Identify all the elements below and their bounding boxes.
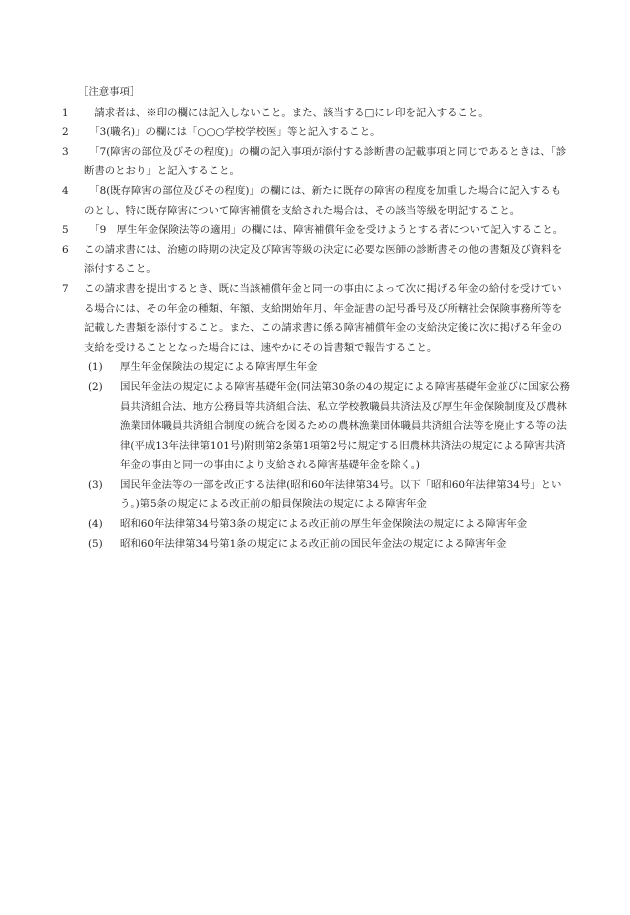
subitem-number: (5) — [88, 537, 103, 550]
subitem-text: 厚生年金保険法の規定による障害厚生年金 — [120, 361, 318, 374]
subitem-text: 国民年金法等の一部を改正する法律(昭和60年法律第34号。以下「昭和60年法律第34号」という。)第5条の規定による改正前の船員保険法の規定による障害年金 — [120, 478, 562, 511]
note-item — [62, 241, 570, 280]
note-item — [62, 104, 570, 124]
subitem-text: 昭和60年法律第34号第1条の規定による改正前の国民年金法の規定による障害年金 — [120, 537, 507, 550]
subitem-text: 昭和60年法律第34号第3条の規定による改正前の厚生年金保険法の規定による障害年金 — [120, 518, 528, 531]
note-text: 「3(職名)」の欄には「○○○学校学校医」等と記入すること。 — [84, 126, 381, 139]
note-text: 「7(障害の部位及びその程度)」の欄の記入事項が添付する診断書の記載事項と同じであるときは、「診断書のとおり」と記入すること。 — [84, 145, 567, 178]
note-number: 6 — [62, 243, 69, 256]
note-subitem — [88, 515, 570, 535]
note-item — [62, 221, 570, 241]
subitem-number: (2) — [88, 380, 103, 393]
notes-heading: ［注意事項］ — [78, 86, 141, 98]
note-item — [62, 182, 570, 221]
note-number: 2 — [62, 126, 69, 139]
note-text: 請求者は、※印の欄には記入しないこと。また、該当する□にレ印を記入すること。 — [84, 106, 489, 119]
subitem-number: (1) — [88, 361, 103, 374]
note-number: 5 — [62, 224, 69, 237]
note-number: 3 — [62, 145, 69, 158]
note-number: 7 — [62, 282, 69, 295]
note-text: この請求書には、治癒の時期の決定及び障害等級の決定に必要な医師の診断書その他の書類及び資料を添付すること。 — [84, 243, 562, 276]
note-item — [62, 123, 570, 143]
note-text: この請求書を提出するとき、既に当該補償年金と同一の事由によって次に掲げる年金の給付を受けている場合には、その年金の種類、年額、支給開始年月、年金証書の記号番号及び所轄社会保険事務所等を記載した書類を添付すること。また、この請求書に係る障害補償年金の支給決定後に次に掲げる年金の支給を受けることとなった場合には、速やかにその旨書類で報告すること。 — [84, 282, 562, 354]
note-item — [62, 280, 570, 358]
note-text: 「9 厚生年金保険法等の適用」の欄には、障害補償年金を受けようとする者について記入すること。 — [84, 224, 564, 237]
notes-section — [62, 83, 570, 554]
subitem-text: 国民年金法の規定による障害基礎年金(同法第30条の4の規定による障害基礎年金並びに国家公務員共済組合法、地方公務員等共済組合法、私立学校教職員共済法及び厚生年金保険制度及び農林漁業団体職員共済組合制度の統合を図るための農林漁業団体職員共済組合法等を廃止する等の法律(平成13年法律第101号)附則第2条第1項第2号に規定する旧農林共済法の規定による障害共済年金の事由と同一の事由により支給される障害基礎年金を除く。) — [120, 380, 570, 472]
note-subitem — [88, 535, 570, 555]
note-text: 「8(既存障害の部位及びその程度)」の欄には、新たに既存の障害の程度を加重した場合に記入するものとし、特に既存障害について障害補償を支給された場合は、その該当等級を明記すること。 — [84, 184, 562, 217]
subitem-number: (4) — [88, 518, 103, 531]
note-subitem — [88, 476, 570, 515]
note-subitem — [88, 358, 570, 378]
note-number: 4 — [62, 184, 69, 197]
note-subitem — [88, 378, 570, 476]
subitem-number: (3) — [88, 478, 103, 491]
note-item — [62, 143, 570, 182]
note-number: 1 — [62, 106, 69, 119]
